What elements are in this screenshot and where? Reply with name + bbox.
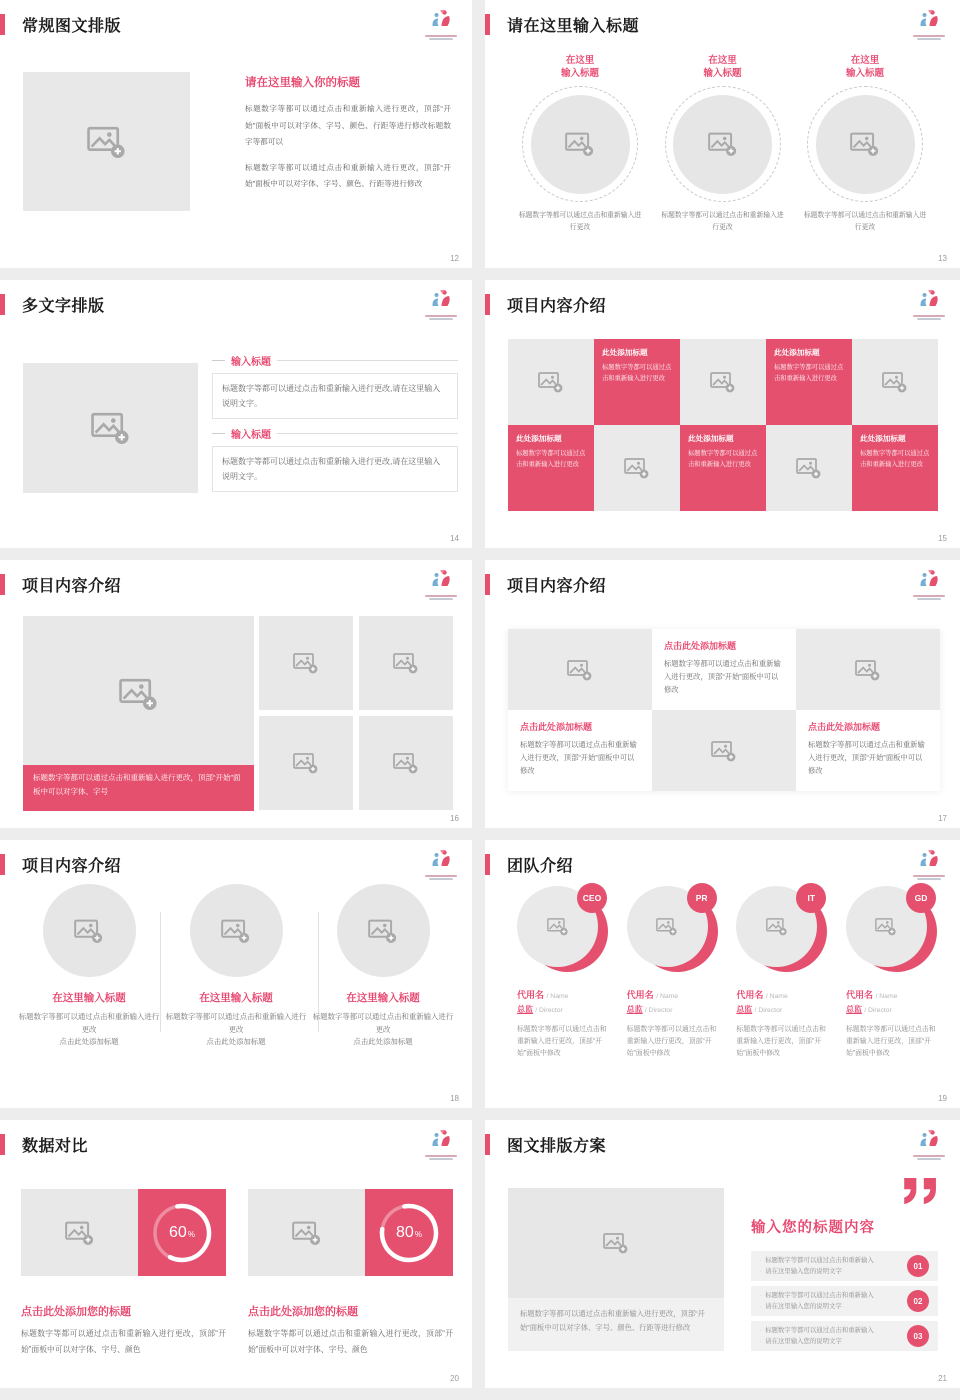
numbered-list-item bbox=[751, 1251, 938, 1281]
card-heading: 此处添加标题 bbox=[516, 434, 562, 443]
image-plus-icon bbox=[393, 752, 419, 774]
image-placeholder bbox=[259, 716, 353, 810]
image-placeholder bbox=[508, 629, 652, 710]
member-body: 标题数字等都可以通过点击和重新输入进行更改，顶部“开始”面板中修改 bbox=[845, 1026, 936, 1057]
member-body: 标题数字等都可以通过点击和重新输入进行更改，顶部“开始”面板中修改 bbox=[517, 1026, 607, 1057]
circle-items-row bbox=[16, 884, 456, 1049]
number-badge: 01 bbox=[907, 1255, 929, 1277]
page-number: 17 bbox=[938, 814, 947, 823]
circle-item bbox=[802, 54, 928, 233]
image-plus-icon bbox=[538, 371, 564, 393]
image-plus-icon bbox=[656, 917, 678, 936]
image-placeholder bbox=[337, 884, 430, 977]
image-placeholder bbox=[23, 363, 198, 493]
image-placeholder bbox=[508, 339, 594, 425]
image-plus-icon bbox=[624, 457, 650, 479]
team-members-row bbox=[517, 886, 940, 1060]
member-role: 总监 / Director bbox=[736, 1005, 783, 1014]
item-caption: 标题数字等都可以通过点击和重新输入进行更改 bbox=[518, 212, 642, 231]
brand-logo-text-lines bbox=[913, 1155, 945, 1160]
brand-logo bbox=[910, 569, 948, 600]
brand-logo-text-lines bbox=[913, 595, 945, 600]
brand-logo-icon bbox=[429, 849, 453, 873]
data-card bbox=[21, 1189, 226, 1358]
image-placeholder bbox=[190, 884, 283, 977]
text-card bbox=[796, 710, 940, 791]
slide-title: 数据对比 bbox=[22, 1138, 89, 1155]
dash-line bbox=[212, 433, 225, 434]
avatar bbox=[736, 886, 826, 976]
member-name: 代用名 / Name bbox=[517, 990, 569, 1000]
title-accent-bar bbox=[0, 854, 5, 875]
dashed-ring bbox=[807, 86, 923, 202]
donut-chart-panel bbox=[138, 1189, 226, 1276]
avatar bbox=[627, 886, 717, 976]
item-heading: 在这里 输入标题 bbox=[703, 55, 742, 79]
image-placeholder bbox=[359, 616, 453, 710]
numbered-list-item bbox=[751, 1321, 938, 1351]
item-body: 标题数字等都可以通过点击和重新输入进行更改 点击此处添加标题 bbox=[18, 1012, 160, 1046]
member-body: 标题数字等都可以通过点击和重新输入进行更改，顶部“开始”面板中修改 bbox=[736, 1026, 826, 1057]
text-card bbox=[652, 629, 796, 710]
list-item-text: · 标题数字等都可以通过点击和重新输入 · 请在这里输入您的说明文字 bbox=[751, 1286, 938, 1312]
slide-17-thumbnail[interactable] bbox=[485, 560, 960, 828]
brand-logo-icon bbox=[917, 1129, 941, 1153]
item-caption: 标题数字等都可以通过点击和重新输入进行更改 bbox=[661, 212, 784, 231]
paragraph: 标题数字等都可以通过点击和重新输入进行更改，顶部“开始”面板中可以对字体、字号、颜色、行距等进行修改标题数字等都可以 bbox=[245, 104, 451, 146]
image-placeholder bbox=[816, 95, 915, 194]
card-heading: 此处添加标题 bbox=[688, 434, 734, 443]
card-media-row bbox=[21, 1189, 226, 1276]
slide-14-thumbnail[interactable] bbox=[0, 280, 472, 548]
member-body: 标题数字等都可以通过点击和重新输入进行更改，顶部“开始”面板中修改 bbox=[626, 1026, 717, 1057]
image-plus-icon bbox=[766, 917, 788, 936]
brand-logo-icon bbox=[429, 569, 453, 593]
image-plus-icon bbox=[293, 652, 319, 674]
brand-logo bbox=[422, 289, 460, 320]
image-placeholder bbox=[259, 616, 353, 710]
pink-card bbox=[594, 339, 680, 425]
card-heading: 点击此处添加您的标题 bbox=[21, 1306, 131, 1318]
item-body: 标题数字等都可以通过点击和重新输入进行更改 点击此处添加标题 bbox=[165, 1012, 307, 1046]
card-heading: 点击此处添加标题 bbox=[664, 641, 737, 651]
slide-20-thumbnail[interactable] bbox=[0, 1120, 472, 1388]
donut-chart-panel bbox=[365, 1189, 453, 1276]
item-heading: 在这里输入标题 bbox=[52, 992, 126, 1004]
card-body: 标题数字等都可以通过点击和重新输入进行更改 bbox=[774, 364, 844, 382]
brand-logo-text-lines bbox=[425, 315, 457, 320]
percent-label: 60 % bbox=[169, 1223, 195, 1241]
image-placeholder bbox=[531, 95, 630, 194]
image-plus-icon bbox=[547, 917, 569, 936]
circle-item bbox=[310, 884, 456, 1049]
image-placeholder bbox=[21, 1189, 138, 1276]
block-heading: 输入标题 bbox=[231, 430, 271, 441]
member-role: 总监 / Director bbox=[845, 1005, 892, 1014]
image-plus-icon bbox=[711, 740, 737, 762]
card-heading: 此处添加标题 bbox=[774, 348, 820, 357]
image-placeholder bbox=[652, 710, 796, 791]
image-plus-icon bbox=[708, 131, 738, 157]
block-heading: 输入标题 bbox=[231, 357, 271, 368]
page-number: 12 bbox=[450, 254, 459, 263]
image-plus-icon bbox=[65, 1220, 95, 1246]
slide-title: 图文排版方案 bbox=[507, 1138, 607, 1155]
page-number: 13 bbox=[938, 254, 947, 263]
image-placeholder bbox=[43, 884, 136, 977]
title-accent-bar bbox=[0, 294, 5, 315]
page-number: 19 bbox=[938, 1094, 947, 1103]
percent-label: 80 % bbox=[396, 1223, 422, 1241]
brand-logo-text-lines bbox=[425, 875, 457, 880]
image-plus-icon bbox=[292, 1220, 322, 1246]
brand-logo bbox=[910, 849, 948, 880]
member-name: 代用名 / Name bbox=[626, 990, 679, 1000]
content-heading: 请在这里输入你的标题 bbox=[245, 77, 360, 89]
pink-card bbox=[680, 425, 766, 511]
brand-logo-icon bbox=[429, 1129, 453, 1153]
card-heading: 此处添加标题 bbox=[860, 434, 906, 443]
member-role: 总监 / Director bbox=[626, 1005, 673, 1014]
image-placeholder bbox=[673, 95, 772, 194]
role-badge: IT bbox=[796, 883, 826, 913]
brand-logo bbox=[422, 1129, 460, 1160]
brand-logo-icon bbox=[917, 9, 941, 33]
slide-title: 项目内容介绍 bbox=[507, 578, 607, 595]
slide-title: 项目内容介绍 bbox=[507, 298, 607, 315]
rule-line bbox=[277, 360, 458, 361]
text-card bbox=[508, 710, 652, 791]
slide-title: 常规图文排版 bbox=[22, 18, 122, 35]
slide-title: 项目内容介绍 bbox=[22, 858, 122, 875]
image-plus-icon bbox=[91, 411, 131, 445]
team-member bbox=[517, 886, 611, 1060]
block-title-row bbox=[212, 353, 458, 368]
brand-logo-text-lines bbox=[913, 35, 945, 40]
title-accent-bar bbox=[485, 574, 490, 595]
title-accent-bar bbox=[485, 14, 490, 35]
image-plus-icon bbox=[565, 131, 595, 157]
slide-title: 多文字排版 bbox=[22, 298, 105, 315]
card-body: 标题数字等都可以通过点击和重新输入进行更改 bbox=[688, 450, 758, 468]
image-placeholder bbox=[796, 629, 940, 710]
block-body: 标题数字等都可以通过点击和重新输入进行更改,请在这里输入说明文字。 bbox=[212, 373, 458, 419]
slide-16-thumbnail[interactable] bbox=[0, 560, 472, 828]
slide-12-thumbnail[interactable] bbox=[0, 0, 472, 268]
circle-items-row bbox=[517, 54, 928, 233]
image-plus-icon bbox=[855, 659, 881, 681]
role-badge: PR bbox=[687, 883, 717, 913]
text-column bbox=[245, 74, 451, 202]
image-placeholder bbox=[508, 1188, 724, 1298]
title-accent-bar bbox=[0, 574, 5, 595]
image-plus-icon bbox=[875, 917, 897, 936]
paragraph: 标题数字等都可以通过点击和重新输入进行更改，顶部“开始”面板中可以对字体、字号、颜色、行距等进行修改 bbox=[245, 162, 451, 188]
item-body: 标题数字等都可以通过点击和重新输入进行更改 点击此处添加标题 bbox=[312, 1012, 454, 1046]
brand-logo-icon bbox=[917, 569, 941, 593]
small-image-grid bbox=[259, 616, 453, 811]
image-plus-icon bbox=[87, 125, 127, 159]
dashed-ring bbox=[522, 86, 638, 202]
list-item-text: · 标题数字等都可以通过点击和重新输入 · 请在这里输入您的说明文字 bbox=[751, 1251, 938, 1277]
dash-line bbox=[212, 360, 225, 361]
image-plus-icon bbox=[368, 918, 398, 944]
dashed-ring bbox=[665, 86, 781, 202]
role-badge: CEO bbox=[577, 883, 607, 913]
brand-logo bbox=[910, 9, 948, 40]
role-badge: GD bbox=[906, 883, 936, 913]
item-heading: 在这里输入标题 bbox=[346, 992, 420, 1004]
slide-15-thumbnail[interactable] bbox=[485, 280, 960, 548]
rule-line bbox=[277, 433, 458, 434]
card-heading: 此处添加标题 bbox=[602, 348, 648, 357]
item-heading: 在这里 输入标题 bbox=[560, 55, 599, 79]
brand-logo bbox=[422, 849, 460, 880]
item-heading: 在这里输入标题 bbox=[199, 992, 273, 1004]
image-plus-icon bbox=[221, 918, 251, 944]
member-name: 代用名 / Name bbox=[845, 990, 898, 1000]
page-number: 15 bbox=[938, 534, 947, 543]
slide-13-thumbnail[interactable] bbox=[485, 0, 960, 268]
image-plus-icon bbox=[119, 677, 159, 711]
card-heading: 点击此处添加您的标题 bbox=[248, 1306, 358, 1318]
image-plus-icon bbox=[567, 659, 593, 681]
avatar bbox=[517, 886, 607, 976]
image-plus-icon bbox=[293, 752, 319, 774]
pink-card bbox=[508, 425, 594, 511]
circle-item bbox=[163, 884, 309, 1049]
page-number: 20 bbox=[450, 1374, 459, 1383]
image-caption: 标题数字等都可以通过点击和重新输入进行更改，顶部“开始”面板中可以对字体、字号、颜色、行距等进行修改 bbox=[508, 1298, 724, 1351]
item-heading: 在这里 输入标题 bbox=[845, 55, 884, 79]
circle-item bbox=[16, 884, 162, 1049]
text-block bbox=[212, 353, 458, 419]
title-accent-bar bbox=[0, 14, 5, 35]
team-member bbox=[627, 886, 721, 1060]
slide-18-thumbnail[interactable] bbox=[0, 840, 472, 1108]
number-badge: 02 bbox=[907, 1290, 929, 1312]
image-placeholder bbox=[359, 716, 453, 810]
list-item-text: · 标题数字等都可以通过点击和重新输入 · 请在这里输入您的说明文字 bbox=[751, 1321, 938, 1347]
card-body: 标题数字等都可以通过点击和重新输入进行更改，顶部“开始”面板中可以修改 bbox=[664, 659, 781, 694]
slide-21-thumbnail[interactable] bbox=[485, 1120, 960, 1388]
image-plus-icon bbox=[710, 371, 736, 393]
member-name: 代用名 / Name bbox=[736, 990, 788, 1000]
brand-logo-text-lines bbox=[425, 595, 457, 600]
card-body: 标题数字等都可以通过点击和重新输入进行更改，顶部“开始”面板中可以对字体、字号、颜色 bbox=[21, 1329, 226, 1354]
brand-logo-icon bbox=[429, 9, 453, 33]
card-heading: 点击此处添加标题 bbox=[808, 722, 881, 732]
title-accent-bar bbox=[0, 1134, 5, 1155]
pink-card bbox=[852, 425, 938, 511]
image-placeholder bbox=[766, 425, 852, 511]
image-plus-icon bbox=[850, 131, 880, 157]
circle-item bbox=[517, 54, 643, 233]
title-accent-bar bbox=[485, 1134, 490, 1155]
block-title-row bbox=[212, 426, 458, 441]
image-plus-icon bbox=[603, 1232, 629, 1254]
large-image-placeholder bbox=[23, 616, 254, 811]
block-body: 标题数字等都可以通过点击和重新输入进行更改,请在这里输入说明文字。 bbox=[212, 446, 458, 492]
content-heading: 输入您的标题内容 bbox=[751, 1220, 875, 1236]
slide-title: 请在这里输入标题 bbox=[507, 18, 640, 35]
data-card bbox=[248, 1189, 453, 1358]
item-caption: 标题数字等都可以通过点击和重新输入进行更改 bbox=[803, 212, 927, 231]
image-plus-icon bbox=[74, 918, 104, 944]
card-media-row bbox=[248, 1189, 453, 1276]
image-plus-icon bbox=[882, 371, 908, 393]
brand-logo bbox=[910, 1129, 948, 1160]
member-role: 总监 / Director bbox=[517, 1005, 563, 1014]
card-body: 标题数字等都可以通过点击和重新输入进行更改，顶部“开始”面板中可以修改 bbox=[520, 740, 637, 775]
brand-logo bbox=[422, 9, 460, 40]
text-block bbox=[212, 426, 458, 492]
card-body: 标题数字等都可以通过点击和重新输入进行更改 bbox=[860, 450, 930, 468]
number-badge: 03 bbox=[907, 1325, 929, 1347]
page-number: 18 bbox=[450, 1094, 459, 1103]
brand-logo-text-lines bbox=[913, 875, 945, 880]
card-body: 标题数字等都可以通过点击和重新输入进行更改，顶部“开始”面板中可以对字体、字号、颜色 bbox=[248, 1329, 453, 1354]
brand-logo-text-lines bbox=[425, 1155, 457, 1160]
page-number: 16 bbox=[450, 814, 459, 823]
brand-logo-text-lines bbox=[913, 315, 945, 320]
pink-card bbox=[766, 339, 852, 425]
page-number: 21 bbox=[938, 1374, 947, 1383]
numbered-list-item bbox=[751, 1286, 938, 1316]
page-number: 14 bbox=[450, 534, 459, 543]
image-placeholder bbox=[594, 425, 680, 511]
avatar bbox=[846, 886, 936, 976]
brand-logo bbox=[910, 289, 948, 320]
circle-item bbox=[660, 54, 786, 233]
checkerboard-grid bbox=[508, 339, 938, 511]
team-member bbox=[846, 886, 940, 1060]
brand-logo bbox=[422, 569, 460, 600]
title-accent-bar bbox=[485, 854, 490, 875]
brand-logo-icon bbox=[429, 289, 453, 313]
image-plus-icon bbox=[393, 652, 419, 674]
card-body: 标题数字等都可以通过点击和重新输入进行更改，顶部“开始”面板中可以修改 bbox=[808, 740, 925, 775]
image-placeholder bbox=[852, 339, 938, 425]
quote-icon bbox=[902, 1178, 940, 1208]
card-body: 标题数字等都可以通过点击和重新输入进行更改 bbox=[602, 364, 672, 382]
card-body: 标题数字等都可以通过点击和重新输入进行更改 bbox=[516, 450, 586, 468]
alternating-grid bbox=[508, 629, 940, 791]
image-caption-bar: 标题数字等都可以通过点击和重新输入进行更改，顶部“开始”面板中可以对字体、字号 bbox=[23, 765, 254, 811]
slide-title: 项目内容介绍 bbox=[22, 578, 122, 595]
brand-logo-icon bbox=[917, 849, 941, 873]
image-plus-icon bbox=[796, 457, 822, 479]
brand-logo-text-lines bbox=[425, 35, 457, 40]
image-placeholder bbox=[23, 72, 190, 211]
slide-title: 团队介绍 bbox=[507, 858, 574, 875]
team-member bbox=[736, 886, 830, 1060]
title-accent-bar bbox=[485, 294, 490, 315]
slide-19-thumbnail[interactable] bbox=[485, 840, 960, 1108]
image-with-caption-block bbox=[508, 1188, 724, 1351]
brand-logo-icon bbox=[917, 289, 941, 313]
image-placeholder bbox=[680, 339, 766, 425]
image-placeholder bbox=[248, 1189, 365, 1276]
card-heading: 点击此处添加标题 bbox=[520, 722, 593, 732]
